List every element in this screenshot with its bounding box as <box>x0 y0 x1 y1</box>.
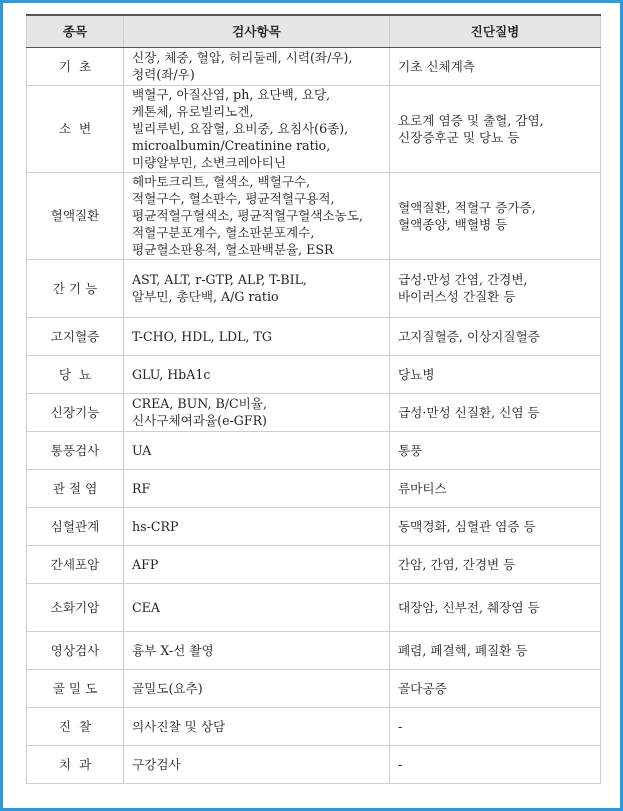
test-item-line: 평균적혈구혈색소, 평균적혈구혈색소농도, <box>132 208 363 223</box>
row-diagnosis <box>390 707 601 745</box>
test-item-line: 흉부 X-선 촬영 <box>132 642 214 658</box>
table-row <box>27 47 601 85</box>
table-row <box>27 85 601 172</box>
row-diagnosis <box>390 545 601 583</box>
test-item-line: 구강검사 <box>132 756 181 772</box>
row-test-items <box>124 669 390 707</box>
test-item-line: microalbumin/Creatinine ratio, <box>132 138 331 153</box>
table-row <box>27 431 601 469</box>
diagnosis-line: 혈액질환, 적혈구 증가증, <box>398 199 536 215</box>
test-item-line: 신사구체여과율(e-GFR) <box>132 413 267 428</box>
table-row <box>27 507 601 545</box>
table-row <box>27 355 601 393</box>
row-test-items <box>124 259 390 317</box>
table-row <box>27 393 601 431</box>
row-diagnosis <box>390 85 601 172</box>
table-body <box>27 47 601 783</box>
diagnosis-line: 대장암, 신부전, 췌장염 등 <box>398 599 540 615</box>
test-item-line: CEA <box>132 599 160 615</box>
row-diagnosis <box>390 259 601 317</box>
table-header-row <box>27 15 601 47</box>
row-test-items <box>124 507 390 545</box>
diagnosis-line: 통풍 <box>398 442 423 458</box>
row-category: 심혈관계 <box>27 507 124 545</box>
test-item-line: 백혈구, 아질산염, ph, 요단백, 요당, <box>132 87 331 102</box>
row-category: 관 절 염 <box>27 469 124 507</box>
row-test-items <box>124 469 390 507</box>
header-category: 종목 <box>27 15 124 47</box>
table-row <box>27 745 601 783</box>
diagnosis-line: 류마티스 <box>398 480 447 496</box>
diagnosis-line: - <box>398 718 403 734</box>
row-category: 혈액질환 <box>27 172 124 259</box>
diagnosis-line: 골다공증 <box>398 680 447 696</box>
row-category: 간 기 능 <box>27 259 124 317</box>
test-item-line: 헤마토크리트, 혈색소, 백혈구수, <box>132 174 311 189</box>
row-diagnosis <box>390 469 601 507</box>
test-item-line: hs-CRP <box>132 518 179 534</box>
diagnosis-line: 급성·만성 간염, 간경변, <box>398 272 528 287</box>
row-category: 당 뇨 <box>27 355 124 393</box>
test-item-line: AST, ALT, r-GTP, ALP, T-BIL, <box>132 272 307 287</box>
test-item-line: RF <box>132 480 151 496</box>
row-diagnosis <box>390 393 601 431</box>
row-test-items <box>124 583 390 631</box>
row-category: 기 초 <box>27 47 124 85</box>
row-diagnosis <box>390 669 601 707</box>
diagnosis-line: 당뇨병 <box>398 366 435 382</box>
diagnosis-line: 급성·만성 신질환, 신염 등 <box>398 404 540 420</box>
row-diagnosis <box>390 745 601 783</box>
row-category: 통풍검사 <box>27 431 124 469</box>
row-diagnosis <box>390 507 601 545</box>
test-item-line: AFP <box>132 556 159 572</box>
row-test-items <box>124 317 390 355</box>
row-category: 영상검사 <box>27 631 124 669</box>
diagnosis-line: 신장증후군 및 당뇨 등 <box>398 129 520 145</box>
test-item-line: GLU, HbA1c <box>132 366 211 382</box>
row-diagnosis <box>390 47 601 85</box>
diagnosis-line: 바이러스성 간질환 등 <box>398 289 516 304</box>
row-test-items <box>124 707 390 745</box>
table-row <box>27 707 601 745</box>
test-item-line: 알부민, 총단백, A/G ratio <box>132 289 279 304</box>
diagnosis-line: 동맥경화, 심혈관 염증 등 <box>398 518 536 534</box>
row-diagnosis <box>390 631 601 669</box>
row-test-items <box>124 745 390 783</box>
table-row <box>27 469 601 507</box>
row-test-items <box>124 47 390 85</box>
diagnosis-line: 간암, 간염, 간경변 등 <box>398 556 516 572</box>
table-row <box>27 172 601 259</box>
row-diagnosis <box>390 317 601 355</box>
header-diagnosis: 진단질병 <box>390 15 601 47</box>
test-item-line: 의사진찰 및 상담 <box>132 718 226 734</box>
table-row <box>27 259 601 317</box>
row-diagnosis <box>390 172 601 259</box>
row-category: 치 과 <box>27 745 124 783</box>
test-item-line: 미량알부민, 소변크레아티닌 <box>132 155 286 170</box>
row-test-items <box>124 545 390 583</box>
test-item-line: T-CHO, HDL, LDL, TG <box>132 328 272 344</box>
test-item-line: 적혈구분포계수, 혈소판분포계수, <box>132 225 315 240</box>
test-item-line: 평균혈소판용적, 혈소판백분율, ESR <box>132 242 334 257</box>
checkup-items-table <box>26 14 601 784</box>
row-test-items <box>124 172 390 259</box>
test-item-line: UA <box>132 442 152 458</box>
diagnosis-line: 폐렴, 폐결핵, 폐질환 등 <box>398 642 528 658</box>
test-item-line: 골밀도(요추) <box>132 680 203 696</box>
row-category: 골 밀 도 <box>27 669 124 707</box>
diagnosis-line: 기초 신체계측 <box>398 58 475 74</box>
row-category: 소 변 <box>27 85 124 172</box>
row-diagnosis <box>390 583 601 631</box>
diagnosis-line: 고지질혈증, 이상지질혈증 <box>398 328 540 344</box>
row-diagnosis <box>390 355 601 393</box>
row-category: 진 찰 <box>27 707 124 745</box>
test-item-line: 적혈구수, 혈소판수, 평균적혈구용적, <box>132 191 335 206</box>
row-test-items <box>124 431 390 469</box>
header-test-items: 검사항목 <box>124 15 390 47</box>
table-row <box>27 631 601 669</box>
test-item-line: 청력(좌/우) <box>132 67 195 82</box>
test-item-line: 빌리루빈, 요잠혈, 요비중, 요침사(6종), <box>132 121 349 136</box>
table-row <box>27 545 601 583</box>
row-test-items <box>124 631 390 669</box>
row-test-items <box>124 393 390 431</box>
test-item-line: CREA, BUN, B/C비율, <box>132 396 267 411</box>
diagnosis-line: - <box>398 756 403 772</box>
row-category: 신장기능 <box>27 393 124 431</box>
row-category: 간세포암 <box>27 545 124 583</box>
diagnosis-line: 혈액종양, 백혈병 등 <box>398 216 508 232</box>
row-category: 고지혈증 <box>27 317 124 355</box>
table-row <box>27 669 601 707</box>
table-row <box>27 583 601 631</box>
row-test-items <box>124 355 390 393</box>
test-item-line: 신장, 체중, 혈압, 허리둘레, 시력(좌/우), <box>132 50 353 65</box>
row-category: 소화기암 <box>27 583 124 631</box>
test-item-line: 케톤체, 유로빌리노겐, <box>132 104 254 119</box>
row-diagnosis <box>390 431 601 469</box>
row-test-items <box>124 85 390 172</box>
diagnosis-line: 요로계 염증 및 출혈, 감염, <box>398 112 544 128</box>
table-row <box>27 317 601 355</box>
